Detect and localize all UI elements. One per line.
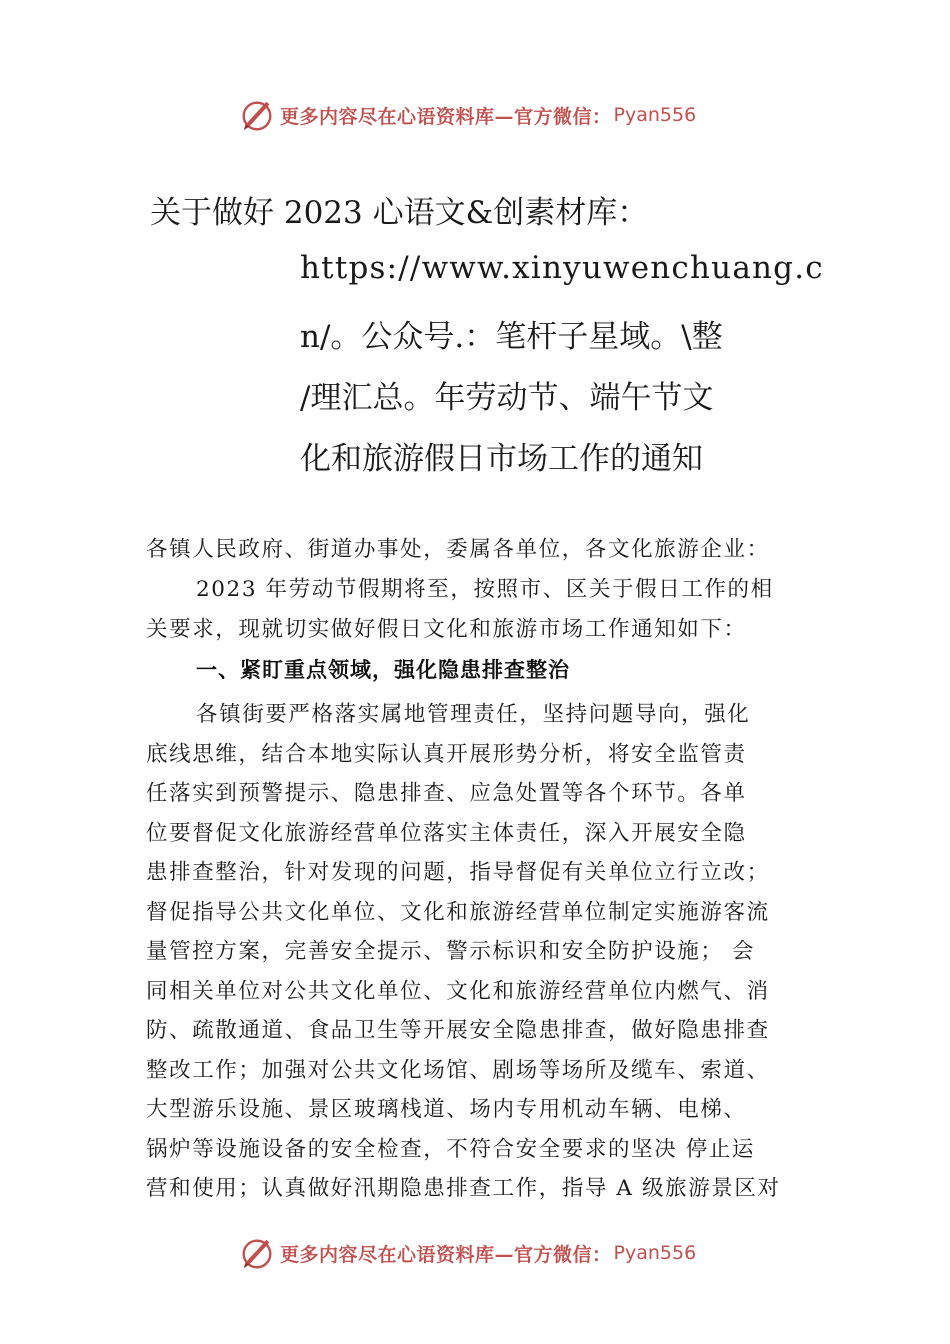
section-1-line: 各镇街要严格落实属地管理责任，坚持问题导向，强化 [196, 702, 751, 727]
section-1-line: 位要督促文化旅游经营单位落实主体责任，深入开展安全隐 [146, 821, 747, 846]
title-line-1: 关于做好 2023 心语文&创素材库： [150, 195, 649, 231]
quill-pen-logo-icon [238, 1234, 276, 1272]
section-1-line: 督促指导公共文化单位、文化和旅游经营单位制定实施游客流 [146, 900, 770, 925]
document-title [0, 0, 950, 500]
intro-line-1: 2023 年劳动节假期将至，按照市、区关于假日工作的相 [196, 577, 774, 602]
section-1-line: 锅炉等设施设备的安全检查，不符合安全要求的坚决 停止运 [146, 1137, 756, 1162]
section-1-line: 量管控方案，完善安全提示、警示标识和安全防护设施； 会 [146, 939, 756, 964]
salutation: 各镇人民政府、街道办事处，委属各单位，各文化旅游企业： [146, 537, 770, 562]
section-1-line: 患排查整治，针对发现的问题，指导督促有关单位立行立改； [146, 860, 770, 885]
section-1-line: 整改工作；加强对公共文化场馆、剧场等场所及缆车、索道、 [146, 1058, 770, 1083]
section-1-line: 同相关单位对公共文化单位、文化和旅游经营单位内燃气、消 [146, 979, 770, 1004]
section-1-line: 底线思维，结合本地实际认真开展形势分析，将安全监管责 [146, 742, 747, 767]
title-line-5: 化和旅游假日市场工作的通知 [300, 441, 703, 477]
banner-text: 更多内容尽在心语资料库—官方微信： [280, 105, 612, 128]
banner-wechat-id: Pyan556 [613, 1242, 697, 1264]
title-line-4: /理汇总。年劳动节、端午节文 [300, 380, 714, 416]
banner-text: 更多内容尽在心语资料库—官方微信： [280, 1243, 612, 1266]
section-1-heading: 一、紧盯重点领域，强化隐患排查整治 [196, 658, 570, 682]
footer-banner [238, 1233, 696, 1273]
section-1-line: 营和使用；认真做好汛期隐患排查工作，指导 A 级旅游景区对 [146, 1176, 781, 1201]
title-line-2: https://www.xinyuwenchuang.c [300, 250, 824, 286]
section-1-line: 任落实到预警提示、隐患排查、应急处置等各个环节。各单 [146, 781, 747, 806]
section-1-line: 防、疏散通道、食品卫生等开展安全隐患排查，做好隐患排查 [146, 1018, 770, 1043]
section-1-line: 大型游乐设施、景区玻璃栈道、场内专用机动车辆、电梯、 [146, 1097, 747, 1122]
banner-wechat-id: Pyan556 [613, 104, 697, 126]
title-line-3: n/。公众号.：笔杆子星域。\整 [300, 319, 723, 355]
intro-line-2: 关要求，现就切实做好假日文化和旅游市场工作通知如下： [146, 617, 747, 642]
